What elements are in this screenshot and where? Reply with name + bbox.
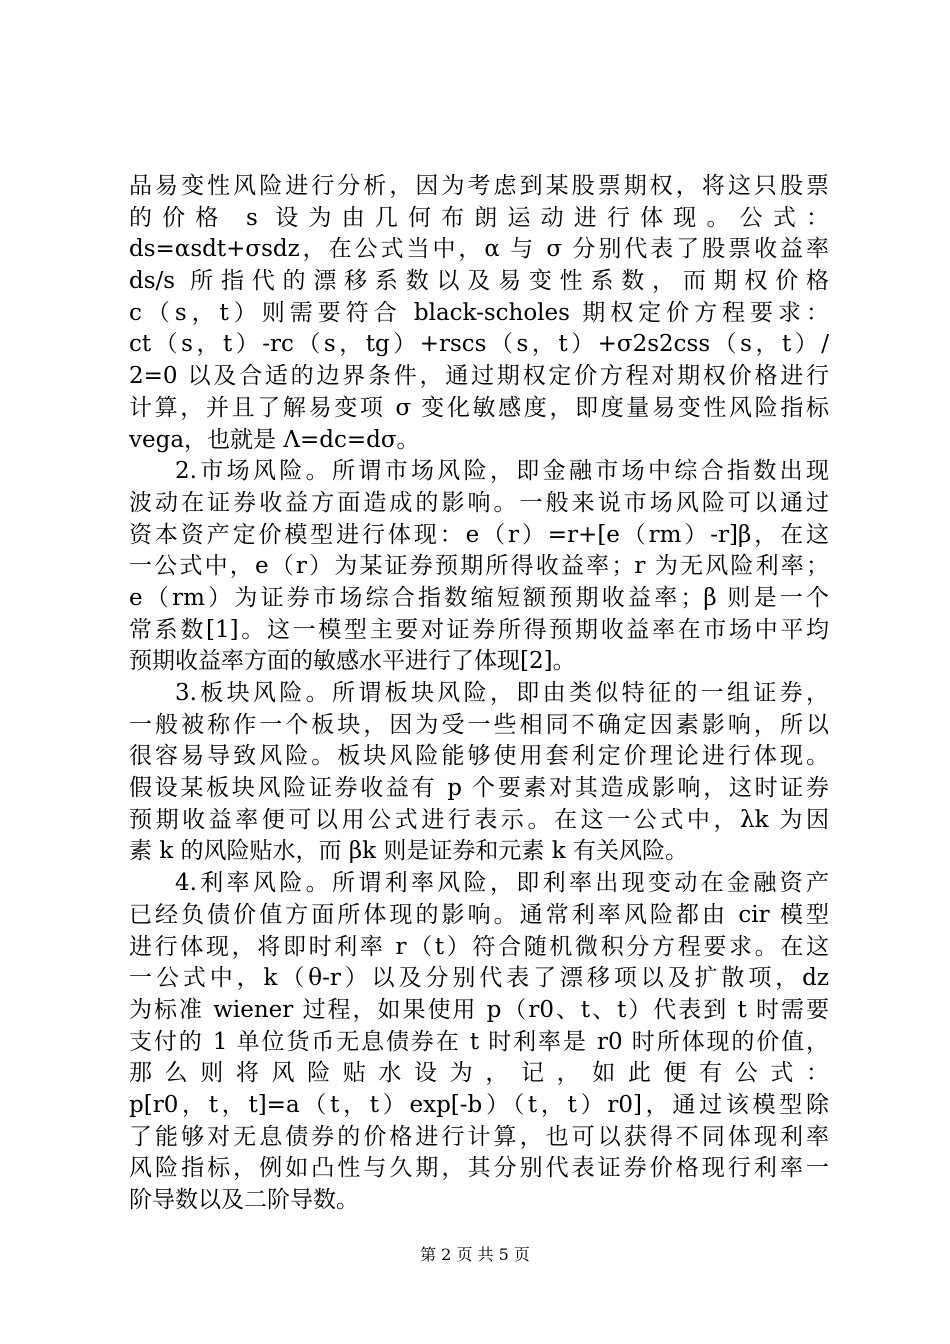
text-line: 那么则将风险贴水设为，记，如此便有公式： [129, 1060, 829, 1087]
paragraph-interest-rate-risk [129, 868, 829, 1217]
text-line: 预期收益率方面的敏感水平进行了体现[2]。 [129, 648, 576, 675]
text-line: 资本资产定价模型进行体现：e（r）=r+[e（rm）-r]β，在这 [129, 521, 829, 548]
text-line: 一般被称作一个板块，因为受一些相同不确定因素影响，所以 [129, 711, 829, 738]
text-line: 进行体现，将即时利率 r（t）符合随机微积分方程要求。在这 [129, 933, 829, 960]
paragraph-market-risk [129, 456, 829, 678]
text-line: 一公式中，k（θ-r）以及分别代表了漂移项以及扩散项，dz [129, 965, 829, 992]
text-line: 素 k 的风险贴水，而 βk 则是证券和元素 k 有关风险。 [129, 838, 688, 865]
text-line: ds/s 所指代的漂移系数以及易变性系数，而期权价格 [129, 268, 829, 295]
text-line: 波动在证券收益方面造成的影响。一般来说市场风险可以通过 [129, 489, 829, 516]
text-line: 风险指标，例如凸性与久期，其分别代表证券价格现行利率一 [129, 1155, 829, 1182]
text-line: p[r0，t，t]=a（t，t）exp[-b）（t，t）r0]，通过该模型除 [129, 1091, 829, 1118]
text-line: 了能够对无息债券的价格进行计算，也可以获得不同体现利率 [129, 1123, 829, 1150]
text-line: 阶导数以及二阶导数。 [129, 1187, 359, 1213]
text-line: 一公式中，e（r）为某证券预期所得收益率；r 为无风险利率； [129, 553, 829, 580]
text-line: 常系数[1]。这一模型主要对证券所得预期收益率在市场中平均 [129, 616, 829, 643]
text-line: 为标准 wiener 过程，如果使用 p（r0、t、t）代表到 t 时需要 [129, 996, 829, 1023]
text-line: 2.市场风险。所谓市场风险，即金融市场中综合指数出现 [175, 458, 829, 485]
text-line: c（s，t）则需要符合 black-scholes 期权定价方程要求： [129, 299, 829, 326]
page-number-footer: 第 2 页 共 5 页 [420, 1245, 530, 1264]
text-line: 品易变性风险进行分析，因为考虑到某股票期权，将这只股票 [129, 173, 829, 199]
text-line: 预期收益率便可以用公式进行表示。在这一公式中，λk 为因 [129, 806, 829, 833]
paragraph-sector-risk [129, 678, 829, 868]
text-line: 2=0 以及合适的边界条件，通过期权定价方程对期权价格进行 [129, 363, 829, 390]
text-line: 假设某板块风险证券收益有 p 个要素对其造成影响，这时证券 [129, 775, 829, 802]
paragraph-option-volatility-risk [129, 171, 829, 456]
text-line: ds=αsdt+σsdz，在公式当中，α 与 σ 分别代表了股票收益率 [129, 236, 829, 263]
text-line: 计算，并且了解易变项 σ 变化敏感度，即度量易变性风险指标 [129, 394, 829, 421]
text-line: e（rm）为证券市场综合指数缩短额预期收益率；β 则是一个 [129, 584, 829, 611]
text-line: ct（s，t）-rc（s，tg）+rscs（s，t）+σ2s2css（s，t）/ [129, 331, 829, 358]
text-line: 支付的 1 单位货币无息债券在 t 时利率是 r0 时所体现的价值， [129, 1028, 829, 1055]
text-line: 很容易导致风险。板块风险能够使用套利定价理论进行体现。 [129, 743, 829, 770]
text-line: 已经负债价值方面所体现的影响。通常利率风险都由 cir 模型 [129, 901, 829, 928]
text-line: 3.板块风险。所谓板块风险，即由类似特征的一组证券， [175, 680, 829, 706]
text-line: vega，也就是 Λ=dc=dσ。 [129, 426, 420, 453]
text-line: 4.利率风险。所谓利率风险，即利率出现变动在金融资产 [175, 870, 829, 897]
document-body [129, 171, 829, 1217]
text-line: 的价格 s 设为由几何布朗运动进行体现。公式： [129, 204, 829, 231]
